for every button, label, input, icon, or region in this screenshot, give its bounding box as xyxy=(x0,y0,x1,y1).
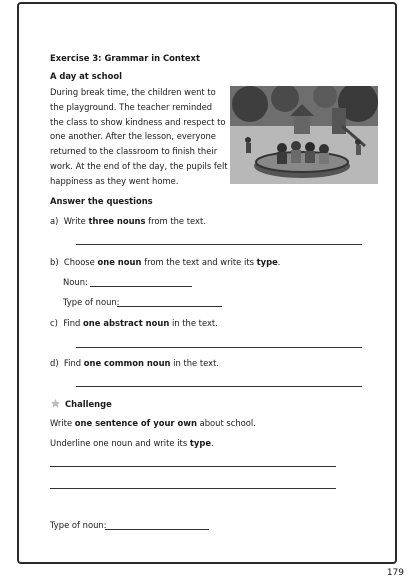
page-number: 179 xyxy=(386,568,404,578)
challenge-line-2: Underline one noun and write its type. xyxy=(50,438,214,448)
challenge-answer-line-1[interactable] xyxy=(50,466,336,467)
answer-line-a[interactable] xyxy=(76,244,362,245)
type-answer-line[interactable] xyxy=(117,306,222,307)
star-icon xyxy=(50,398,61,409)
challenge-type-line[interactable] xyxy=(105,529,209,530)
answer-line-c[interactable] xyxy=(76,347,362,348)
answer-line-d[interactable] xyxy=(76,386,362,387)
type-of-noun-label: Type of noun: xyxy=(63,297,120,307)
challenge-answer-line-2[interactable] xyxy=(50,488,336,489)
challenge-heading: Challenge xyxy=(65,399,112,409)
passage-title: A day at school xyxy=(50,71,123,81)
playground-photo xyxy=(230,86,378,184)
passage-text: During break time, the children went to the playground. The teacher reminded the class to show kindness and respect to one another. After the lesson, everyone returned to the classroom to finish their work. At the end of the day, the pupils felt happiness as they went home. xyxy=(50,87,228,186)
exercise-title: Exercise 3: Grammar in Context xyxy=(50,53,200,63)
question-d: d) Find one common noun in the text. xyxy=(50,358,220,368)
noun-label: Noun: xyxy=(63,277,88,287)
question-c: c) Find one abstract noun in the text. xyxy=(50,318,218,328)
question-b: b) Choose one noun from the text and write its type. xyxy=(50,257,281,267)
noun-answer-line[interactable] xyxy=(90,286,192,287)
question-a: a) Write three nouns from the text. xyxy=(50,216,206,226)
challenge-line-1: Write one sentence of your own about school. xyxy=(50,418,256,428)
challenge-type-label: Type of noun: xyxy=(50,520,107,530)
questions-heading: Answer the questions xyxy=(50,196,153,206)
